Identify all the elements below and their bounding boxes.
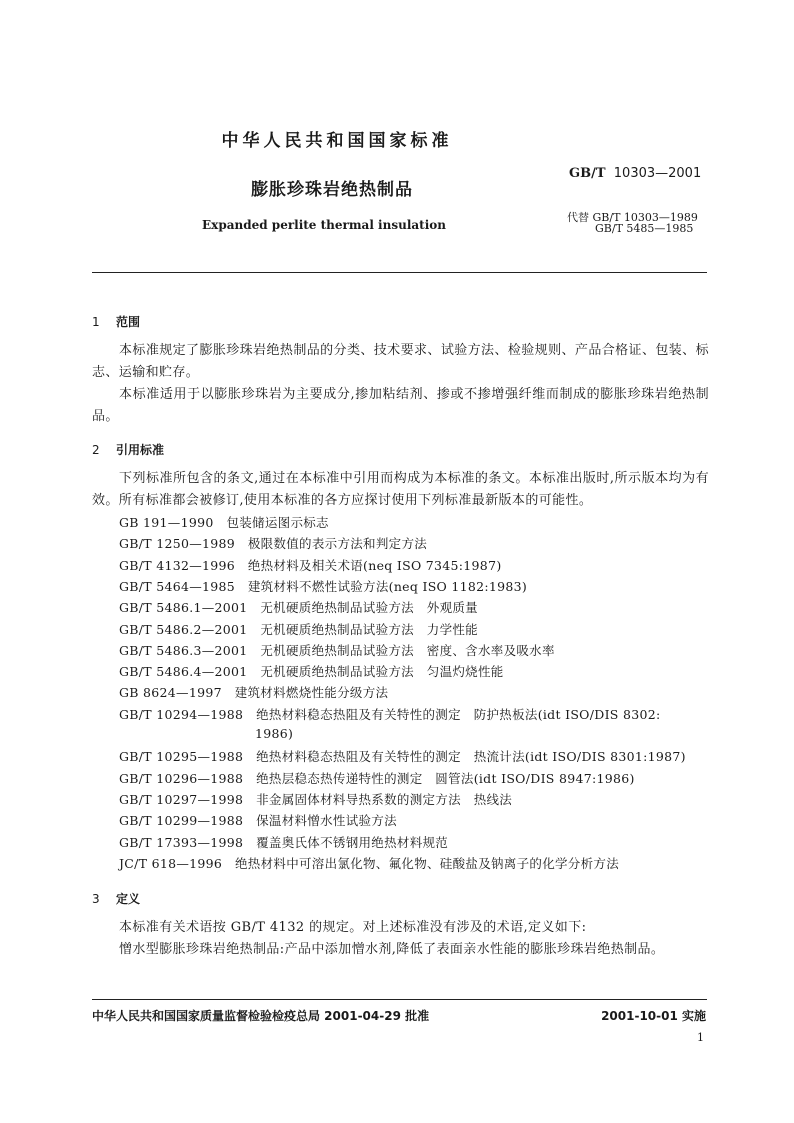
reference-item xyxy=(119,577,527,595)
reference-title: 绝热材料稳态热阻及有关特性的测定 热流计法(idt ISO/DIS 8301:1987) xyxy=(256,749,686,765)
reference-code: GB 191—1990 xyxy=(119,515,214,530)
reference-item xyxy=(119,854,619,872)
reference-code: GB/T 10299—1988 xyxy=(119,813,244,829)
paragraph: 下列标准所包含的条文,通过在本标准中引用而构成为本标准的条文。本标准出版时,所示版本均为有效。所有标准都会被修订,使用本标准的各方应探讨使用下列标准最新版本的可能性。 xyxy=(92,471,709,508)
reference-item xyxy=(119,705,660,723)
document-title-en: Expanded perlite thermal insulation xyxy=(202,218,446,232)
reference-item xyxy=(119,790,512,808)
reference-code: GB/T 5486.2—2001 xyxy=(119,621,248,637)
section-title: 引用标准 xyxy=(116,443,165,457)
reference-code: GB/T 1250—1989 xyxy=(119,536,236,552)
replaces-std-1: GB/T 10303—1989 xyxy=(592,211,698,224)
reference-title: 绝热材料稳态热阻及有关特性的测定 防护热板法(idt ISO/DIS 8302: xyxy=(256,706,661,722)
reference-code: GB/T 17393—1998 xyxy=(119,834,244,850)
reference-code: GB/T 5464—1985 xyxy=(119,578,236,594)
reference-item xyxy=(119,662,504,680)
section-3-heading xyxy=(92,890,140,907)
reference-title: 无机硬质绝热制品试验方法 力学性能 xyxy=(260,621,478,637)
section-title: 范围 xyxy=(116,315,141,329)
reference-title: 绝热层稳态热传递特性的测定 圆管法(idt ISO/DIS 8947:1986) xyxy=(256,770,635,786)
reference-code: GB/T 4132—1996 xyxy=(119,557,236,573)
issuer-approval: 中华人民共和国国家质量监督检验检疫总局 2001-04-29 批准 xyxy=(92,1009,430,1023)
document-title-cn: 膨胀珍珠岩绝热制品 xyxy=(251,180,413,200)
reference-item xyxy=(119,513,329,531)
reference-code: GB/T 5486.3—2001 xyxy=(119,642,248,658)
reference-title: 包装储运图示标志 xyxy=(226,515,329,530)
reference-title: 无机硬质绝热制品试验方法 匀温灼烧性能 xyxy=(260,664,504,680)
section-2-heading xyxy=(92,441,164,458)
reference-item xyxy=(119,620,478,638)
reference-code: GB/T 5486.1—2001 xyxy=(119,600,248,616)
reference-item xyxy=(119,833,448,851)
reference-item xyxy=(119,556,502,574)
reference-code: GB 8624—1997 xyxy=(119,685,222,701)
page-number: 1 xyxy=(697,1031,704,1044)
reference-title: 绝热材料及相关术语(neq ISO 7345:1987) xyxy=(247,557,502,573)
reference-code: GB/T 10297—1998 xyxy=(119,791,244,807)
standard-number-value: 10303—2001 xyxy=(613,166,702,181)
header-divider xyxy=(92,272,707,273)
reference-item xyxy=(119,811,397,829)
reference-title: 保温材料憎水性试验方法 xyxy=(256,813,397,829)
section-1-heading xyxy=(92,313,140,330)
reference-item xyxy=(119,598,478,616)
reference-item xyxy=(119,641,555,659)
replaces-line-2: GB/T 5485—1985 xyxy=(595,222,694,235)
section-number: 1 xyxy=(92,315,100,329)
country-standard-title: 中华人民共和国国家标准 xyxy=(221,131,453,151)
reference-code: GB/T 10294—1988 xyxy=(119,706,244,722)
reference-title: 极限数值的表示方法和判定方法 xyxy=(247,536,428,552)
reference-item xyxy=(119,769,635,787)
reference-item xyxy=(119,747,686,765)
reference-title: 建筑材料燃烧性能分级方法 xyxy=(234,685,389,701)
reference-continuation: 1986) xyxy=(255,726,294,741)
paragraph: 本标准规定了膨胀珍珠岩绝热制品的分类、技术要求、试验方法、检验规则、产品合格证、包装、标志、运输和贮存。 xyxy=(92,343,709,380)
reference-title: 非金属固体材料导热系数的测定方法 热线法 xyxy=(256,791,513,807)
reference-title: 建筑材料不燃性试验方法(neq ISO 1182:1983) xyxy=(247,578,528,594)
replaces-label: 代替 xyxy=(567,211,589,224)
reference-item xyxy=(119,683,388,701)
reference-title: 无机硬质绝热制品试验方法 外观质量 xyxy=(260,600,478,616)
footer-divider xyxy=(92,999,707,1000)
paragraph: 本标准有关术语按 GB/T 4132 的规定。对上述标准没有涉及的术语,定义如下: xyxy=(119,920,587,935)
reference-title: 绝热材料中可溶出氯化物、氟化物、硅酸盐及钠离子的化学分析方法 xyxy=(235,855,620,871)
standard-prefix: GB/T xyxy=(569,166,606,181)
reference-title: 覆盖奥氏体不锈钢用绝热材料规范 xyxy=(256,834,449,850)
section-number: 2 xyxy=(92,443,100,457)
standard-number xyxy=(569,166,701,181)
reference-code: GB/T 10296—1988 xyxy=(119,770,244,786)
reference-code: GB/T 10295—1988 xyxy=(119,749,244,765)
reference-item xyxy=(119,534,427,552)
section-number: 3 xyxy=(92,892,100,906)
reference-code: GB/T 5486.4—2001 xyxy=(119,664,248,680)
reference-code: JC/T 618—1996 xyxy=(119,855,223,871)
effective-date: 2001-10-01 实施 xyxy=(601,1009,706,1023)
paragraph: 本标准适用于以膨胀珍珠岩为主要成分,掺加粘结剂、掺或不掺增强纤维而制成的膨胀珍珠岩绝热制品。 xyxy=(92,387,709,424)
reference-title: 无机硬质绝热制品试验方法 密度、含水率及吸水率 xyxy=(260,642,555,658)
paragraph: 憎水型膨胀珍珠岩绝热制品:产品中添加憎水剂,降低了表面亲水性能的膨胀珍珠岩绝热制品。 xyxy=(119,942,665,957)
section-title: 定义 xyxy=(116,892,141,906)
